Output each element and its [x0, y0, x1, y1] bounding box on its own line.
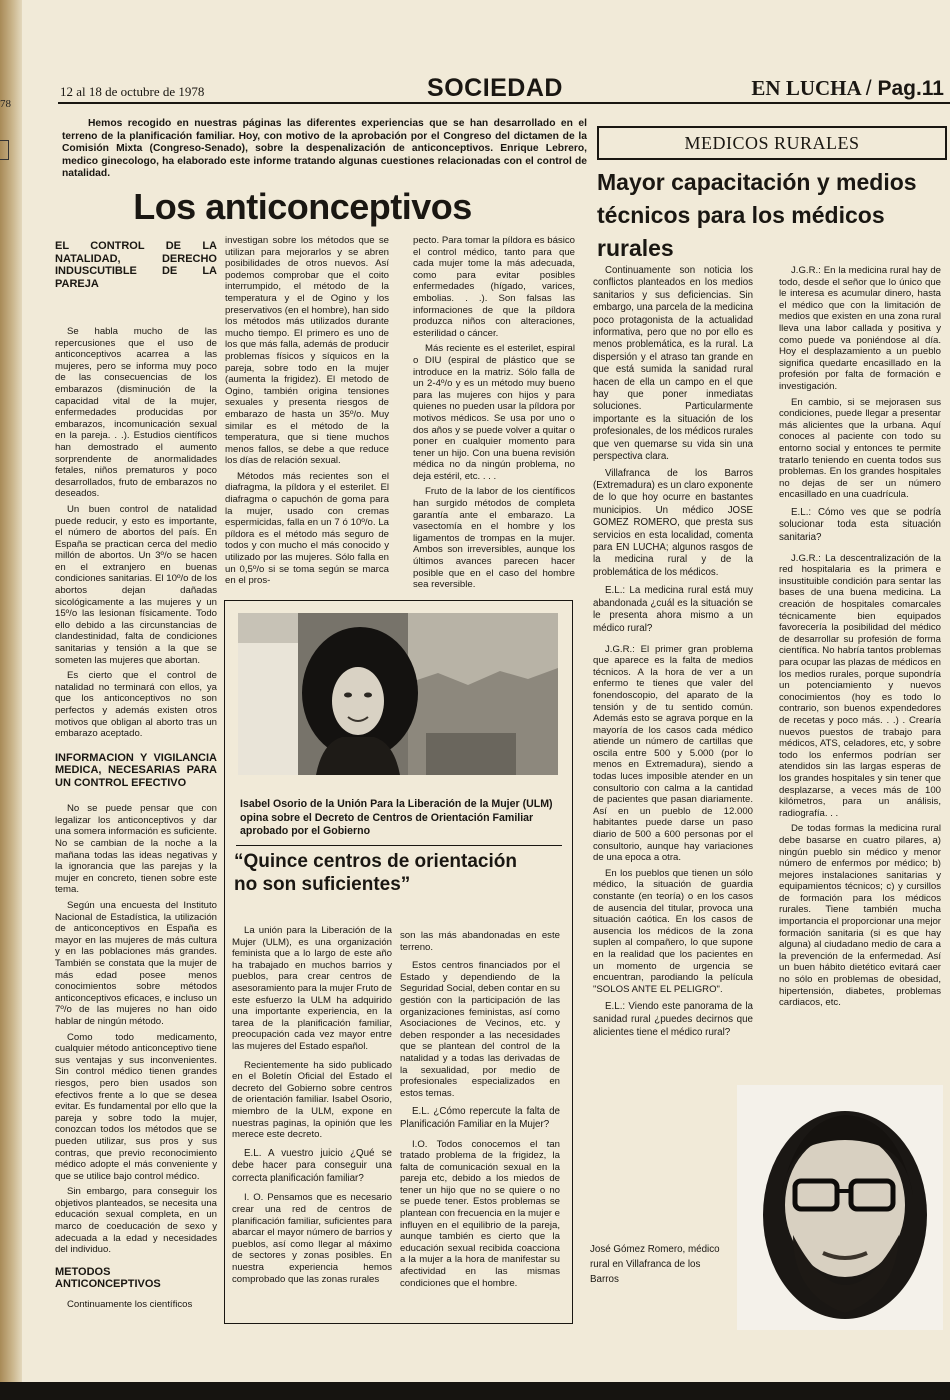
box-headline: “Quince centros de orientación no son suficientes” [234, 851, 517, 895]
paragraph: Es cierto que el control de natalidad no terminará con ellos, ya que los anticonceptivos no son perfectos y además existen otros motivos que obligan al aborto tras un embarazo aceptado. [55, 670, 217, 740]
question: E.L. A vuestro juicio ¿Qué se debe hacer para conseguir una correcta planificación familiar? [232, 1147, 392, 1184]
photo-isabel-osorio [238, 613, 558, 775]
photo-portrait-man [737, 1085, 943, 1330]
paragraph: Sin embargo, para conseguir los objetivos planteados, se necesita una educación sexual completa, en un marco de coeducación de sexo y adecuada a la edad y necesidades del individuo. [55, 1186, 217, 1256]
paragraph: Un buen control de natalidad puede reducir, y esto es importante, el número de abortos del país. En España se practican cerca del medio millón de abortos. Un 3º/o se hacen en el extranjero en buenas condiciones sanitarias. El 10º/o de los abortos dejan dañadas sicológicamente a las mujeres y un 15º/o las lesionan físicamente. Todo ello debido a las circunstancias de clandestinidad, falta de condiciones sanitarias y tensión a la que se someten las mujeres que abortan. [55, 503, 217, 666]
paragraph: En los pueblos que tienen un sólo médico, la situación de guardia constante (en teoría) o en los casos de ausencia del titular, provoca una situación caótica. En los casos de ausencia los médicos de la zona suplen al compañero, lo que supone en la realidad que los pacientes en un momento de urgencia se encuentran, parodiando la película "SOLOS ANTE EL PELIGRO". [593, 867, 753, 995]
paragraph: De todas formas la medicina rural debe basarse en cuatro pilares, a) ningún pueblo sin médico y menor número de enfermos por médico; b) mejores instalaciones sanitarias y equipamientos técnicos; c) y cursillos de formación para los médicos rurales. Tiene también mucha importancia el proporcionar una mejor formación sanitaria (si es que hay alguna) al ciudadano medio de cara a la prevención de la enfermedad. Así un buen hábito dietético evitará caer no sólo en problemas de obesidad, hipertensión, diabetes, problemas cardiacos, etc. [779, 823, 941, 1009]
edge-fragment: 78 [0, 98, 11, 110]
photo-portrait-woman [238, 613, 558, 775]
question: E.L.: Cómo ves que se podría solucionar toda esta situación sanitaria? [779, 506, 941, 544]
paragraph: La unión para la Liberación de la Mujer (ULM), es una organización feminista que a lo largo de este año ha trabajado en muchos barrios y pueblos, para crear centros de asesoramiento para la mujer Fruto de este esfuerzo la ULM ha adquirido una importante experiencia, en la tarea de la planificación familiar, preocupación cada vez mayor entre las mujeres del Estado español. [232, 925, 392, 1052]
paragraph: No se puede pensar que con legalizar los anticonceptivos y dar una somera información es suficiente. No se cambian de la noche a la mañana todas las ideas negativas y la ignorancia que las parejas y la mujer en concreto, tienen sobre este tema. [55, 803, 217, 896]
intro-paragraph: Hemos recogido en nuestras páginas las diferentes experiencias que se han desarrollado en el terreno de la planificación familiar. Hoy, con motivo de la aprobación por el Congreso del dictamen de la Comisión Mixta (Congreso-Senado), sobre la despenalización de anticonceptivos. Enrique Lebrero, medico ginecologo, ha elaborado este informe tratando algunas cuestiones relacionadas con el control de natalidad. [62, 118, 587, 180]
bottom-edge [0, 1382, 950, 1400]
right-headline: Mayor capacitación y medios técnicos para los médicos rurales [597, 169, 917, 261]
paragraph: pecto. Para tomar la píldora es básico el control médico, tanto para que cada mujer tome la más adecuada, como para evitar posibles enfermedades (hígado, varices, embolias. . .). Son falsas las informaciones de que la píldora produzca niños con alteraciones, esterilidad o cáncer. [413, 235, 575, 339]
section-banner: MEDICOS RURALES [597, 126, 947, 160]
right-column-1 [593, 265, 753, 1043]
paragraph: Como todo medicamento, cualquier método anticonceptivo tiene sus ventajas y sus inconvenientes. Sin control médico tienen grandes riesgos, pero bien usados son efectivos frente a lo que se desea evitar. Es fundamental por ello que la pareja y sobre todo la mujer, conozcan todos los métodos que se pueden utilizar, sus pros y sus contras, que previo reconocimiento médico adopte el más conveniente y que se utilice bajo control médico. [55, 1031, 217, 1182]
paragraph: Continuamente son noticia los conflictos planteados en los medios sanitarios y sus deficiencias. Sin embargo, una parcela de la medicina poco protagonista de la actualidad informativa, pero que no por ello es menos problemática, es la rural. La dispersión y el atraso tan grande en que está sumida la sanidad rural hacen de ella un campo en el que hay que poner inmediatas soluciones. Particularmente importante es la situación de los profesionales, de los médicos rurales que ven quemarse su vida sin una perspectiva clara. [593, 265, 753, 463]
binding-edge [0, 0, 22, 1400]
subhead-control-natalidad: EL CONTROL DE LA NATALIDAD, DERECHO INDUSCUTIBLE DE LA PAREJA [55, 240, 217, 290]
box-caption: Isabel Osorio de la Unión Para la Liberación de la Mujer (ULM) opina sobre el Decreto de Centros de Orientación Familiar aprobado por el Gobierno [240, 798, 553, 837]
question: E.L.: Viendo este panorama de la sanidad rural ¿puedes decirnos que alicientes tiene el médico rural? [593, 1001, 753, 1038]
section-title: SOCIEDAD [427, 74, 563, 102]
question: E.L.: La medicina rural está muy abandonada ¿cuál es la situación se le presenta ahora mismo a un médico rural? [593, 585, 753, 634]
paragraph: Métodos más recientes son el diafragma, la píldora y el esterilet. El diafragma o capuchón de goma para la mujer, usado con cremas espermicidas, falla en un 7 ó 10º/o. La píldora es el método más seguro de todos y con mucho el más conocido y utilizado por las mujeres. Sólo falla en un 0,5º/o si se toma según se marca en el pros- [225, 470, 389, 587]
paragraph: J.G.R.: El primer gran problema que aparece es la falta de medios técnicos. A la hora de ver a un enfermo te tienes que valer del fonendoscopio, del aparato de la tensión y de tu sentido común. Además esto se agrava porque en la mayoría de los casos cada médico atiende un número de cartillas que oscila entre 500 y 5.000 (por lo menos en Extremadura), siendo a todas luces imposible atender en un consultorio con calma a la cantidad de pacientes que pasan diariamente. Así en un pueblo de 12.000 habitantes puede darse un paso diario de 500 a 600 personas por el consultorio, aunque hay variaciones de una epoca a otra. [593, 643, 753, 864]
main-headline: Los anticonceptivos [133, 186, 472, 227]
box-rule [236, 845, 562, 846]
paragraph: Fruto de la labor de los científicos han surgido métodos de completa garantía ante el embarazo. La vasectomía en el hombre y los ligamentos de trompas en la mujer. Ambos son irreversibles, aunque los últimos avances parecen hacer posible que en el caso del hombre sea reversible. [413, 486, 575, 591]
article-column-1 [55, 240, 217, 1314]
article-column-2 [225, 235, 389, 591]
article-column-3 [413, 235, 575, 595]
publication-page: EN LUCHA / Pag.11 [751, 76, 944, 100]
box-column-1 [232, 925, 392, 1292]
photo-caption: José Gómez Romero, médico rural en Villafranca de los Barros [590, 1244, 720, 1285]
photo-jose-gomez-romero [737, 1085, 943, 1330]
paragraph: I.O. Todos conocemos el tan tratado problema de la frigidez, la falta de comunicación sexual en la pareja etc, debido a los miedos de tener un hijo que no se quiere o no se puede tener. Estos problemas se plantean con frecuencia en la mujer e influyen en el equilibrio de la pareja, aunque también es cierto que la educación sexual recibida coacciona a la mujer a la hora de manifestar su afectividad en las mismas condiciones que el hombre. [400, 1138, 560, 1289]
question: E.L. ¿Cómo repercute la falta de Planificación Familiar en la Mujer? [400, 1106, 560, 1130]
paragraph: Continuamente los científicos [67, 1298, 193, 1310]
paragraph: Se habla mucho de las repercusiones que el uso de anticonceptivos acarrea a las mujeres, pero se informa muy poco de las consecuencias de los embarazos (disminución de la capacidad vital de la mujer, enfermedades producidas por embarazos, incomunicación sexual en la pareja. . .). Estudios científicos han demostrado el aumento sorprendente de anormalidades fetales, niños prematuros y poco desarrollados, fruto de embarazos no deseados. [55, 326, 217, 500]
paragraph: I. O. Pensamos que es necesario crear una red de centros de planificación familiar, suficientes para abarcar el mayor número de barrios y pueblos, así como llegar al máximo de sectores y zonas posibles. En nuestra experiencia hemos comprobado que las zonas rurales [232, 1192, 392, 1285]
paragraph: En cambio, si se mejorasen sus condiciones, puede llegar a presentar más alicientes que la urbana. Aquí conoces al paciente con todo su entorno social y entonces te permite tratarlo teniendo en cuenta todos sus problemas. En los grandes hospitales no dejas de ser un número encasillado en una cuadrícula. [779, 396, 941, 501]
paragraph: Según una encuesta del Instituto Nacional de Estadística, la utilización de anticonceptivos en España es mayor en las mujeres de más cultura y en las poblaciones más grandes. También se constata que la mujer de más edad posee menos conocimientos sobre métodos anticonceptivos eficaces, e incluso un 7º/o de las mujeres no han oido hablar de ningún método. [55, 900, 217, 1027]
edge-box-fragment [0, 140, 9, 160]
right-column-2 [779, 265, 941, 1013]
box-column-2 [400, 930, 560, 1296]
paragraph: Estos centros financiados por el Estado y dependiendo de la Seguridad Social, deben contar en su gestión con la participación de las organizaciones feministas, así como Asociaciones de Vecinos, etc. y deben responder a las necesidades que se plantean del control de la natalidad y a todas las derivadas de la sexualidad, por medio de profesionales especializados en estos temas. [400, 960, 561, 1099]
paragraph: J.G.R.: En la medicina rural hay de todo, desde el señor que lo único que le interesa es acumular dinero, hasta el médico que con la limitación de medios que existen en una zona rural lleva una labor callada y positiva y como puede va poniéndose al día. Hoy el desplazamiento a un pueblo significa quedarte encasillado en la profesión por falta de formación e investigación. [779, 265, 941, 392]
issue-date: 12 al 18 de octubre de 1978 [60, 84, 205, 99]
subhead-informacion: INFORMACION Y VIGILANCIA MEDICA, NECESARIAS PARA UN CONTROL EFECTIVO [55, 751, 217, 789]
paragraph: J.G.R.: La descentralización de la red hospitalaria es la primera e insustituible condición para sentar las bases de una buena medicina. La creación de hospitales comarcales técnicamente bien equipados favorecería la posibilidad del médico de desarrollar su profesión de forma científica. No habría tantos problemas para ocupar las plazas de médicos en los medios rurales, porque supondría un potenciamiento y nuevos conocimientos (hoy es todo lo contrario, son buenos expendedores de recetas y poco más. . .) . Crearía nuevos puestos de trabajo para médicos, ATS, celadores, etc, y sobre todo los enfermos podrían ser atendidos sin las largas esperas de los grandes hospitales y sin tener que desplazarse, a veces más de 100 kilómetros, para un análisis, radiografía. . . [779, 552, 941, 819]
publication-name: EN LUCHA [751, 76, 861, 100]
paragraph: Más reciente es el esterilet, espiral o DIU (espiral de plástico que se introduce en la matriz. Sólo falla de un 2-4º/o y es un método muy bueno para las mujeres con hijos y para quienes no pueden usar la píldora por motivos médicos. Se usa por uno o dos años y se puede volver a quitar o poner en cualquier momento para tener un hijo. Con una buena revisión médica no da ningún problema, no deja estéril, etc. . . . [413, 343, 575, 482]
paragraph: Recientemente ha sido publicado en el Boletín Oficial del Estado el decreto del Gobierno sobre centros de orientación familiar. Isabel Osorio, miembro de la ULM, expone en nuestras paginas, la opinión que les merece este decreto. [232, 1059, 392, 1141]
page-number: Pag.11 [877, 77, 944, 100]
paragraph: investigan sobre los métodos que se utilizan para mejorarlos y se abren posibilidades de otros nuevos. Así podemos comprobar que el coito interrumpido, el método de la temperatura y el de Ogino y los preservativos (en el hombre), han sido los métodos más utilizados durante mucho tiempo. El primero es uno de los que más falla, además de producir problemas físicos y síquicos en la pareja, sobre todo en la mujer (aumenta la frigidez). El metodo de Ogino, también origina tensiones sexuales y presenta riesgos de embarazo de hasta un 35º/o. Muy similar es el método de la temperatura, que si tiene muchos menos fallos, se debe a que reduce los días de relación sexual. [225, 235, 389, 467]
paragraph: son las más abandonadas en este terreno. [400, 930, 560, 953]
subhead-metodos: METODOS ANTICONCEPTIVOS [55, 1265, 161, 1291]
masthead-rule [58, 102, 950, 104]
paragraph: Villafranca de los Barros (Extremadura) es un claro exponente de lo que hoy ocurre en bastantes municipios. Un médico JOSE GOMEZ ROMERO, que presta sus servicios en esta localidad, comenta para EN LUCHA; algunos rasgos de la medicina rural y de la problemática de los médicos. [593, 467, 753, 578]
